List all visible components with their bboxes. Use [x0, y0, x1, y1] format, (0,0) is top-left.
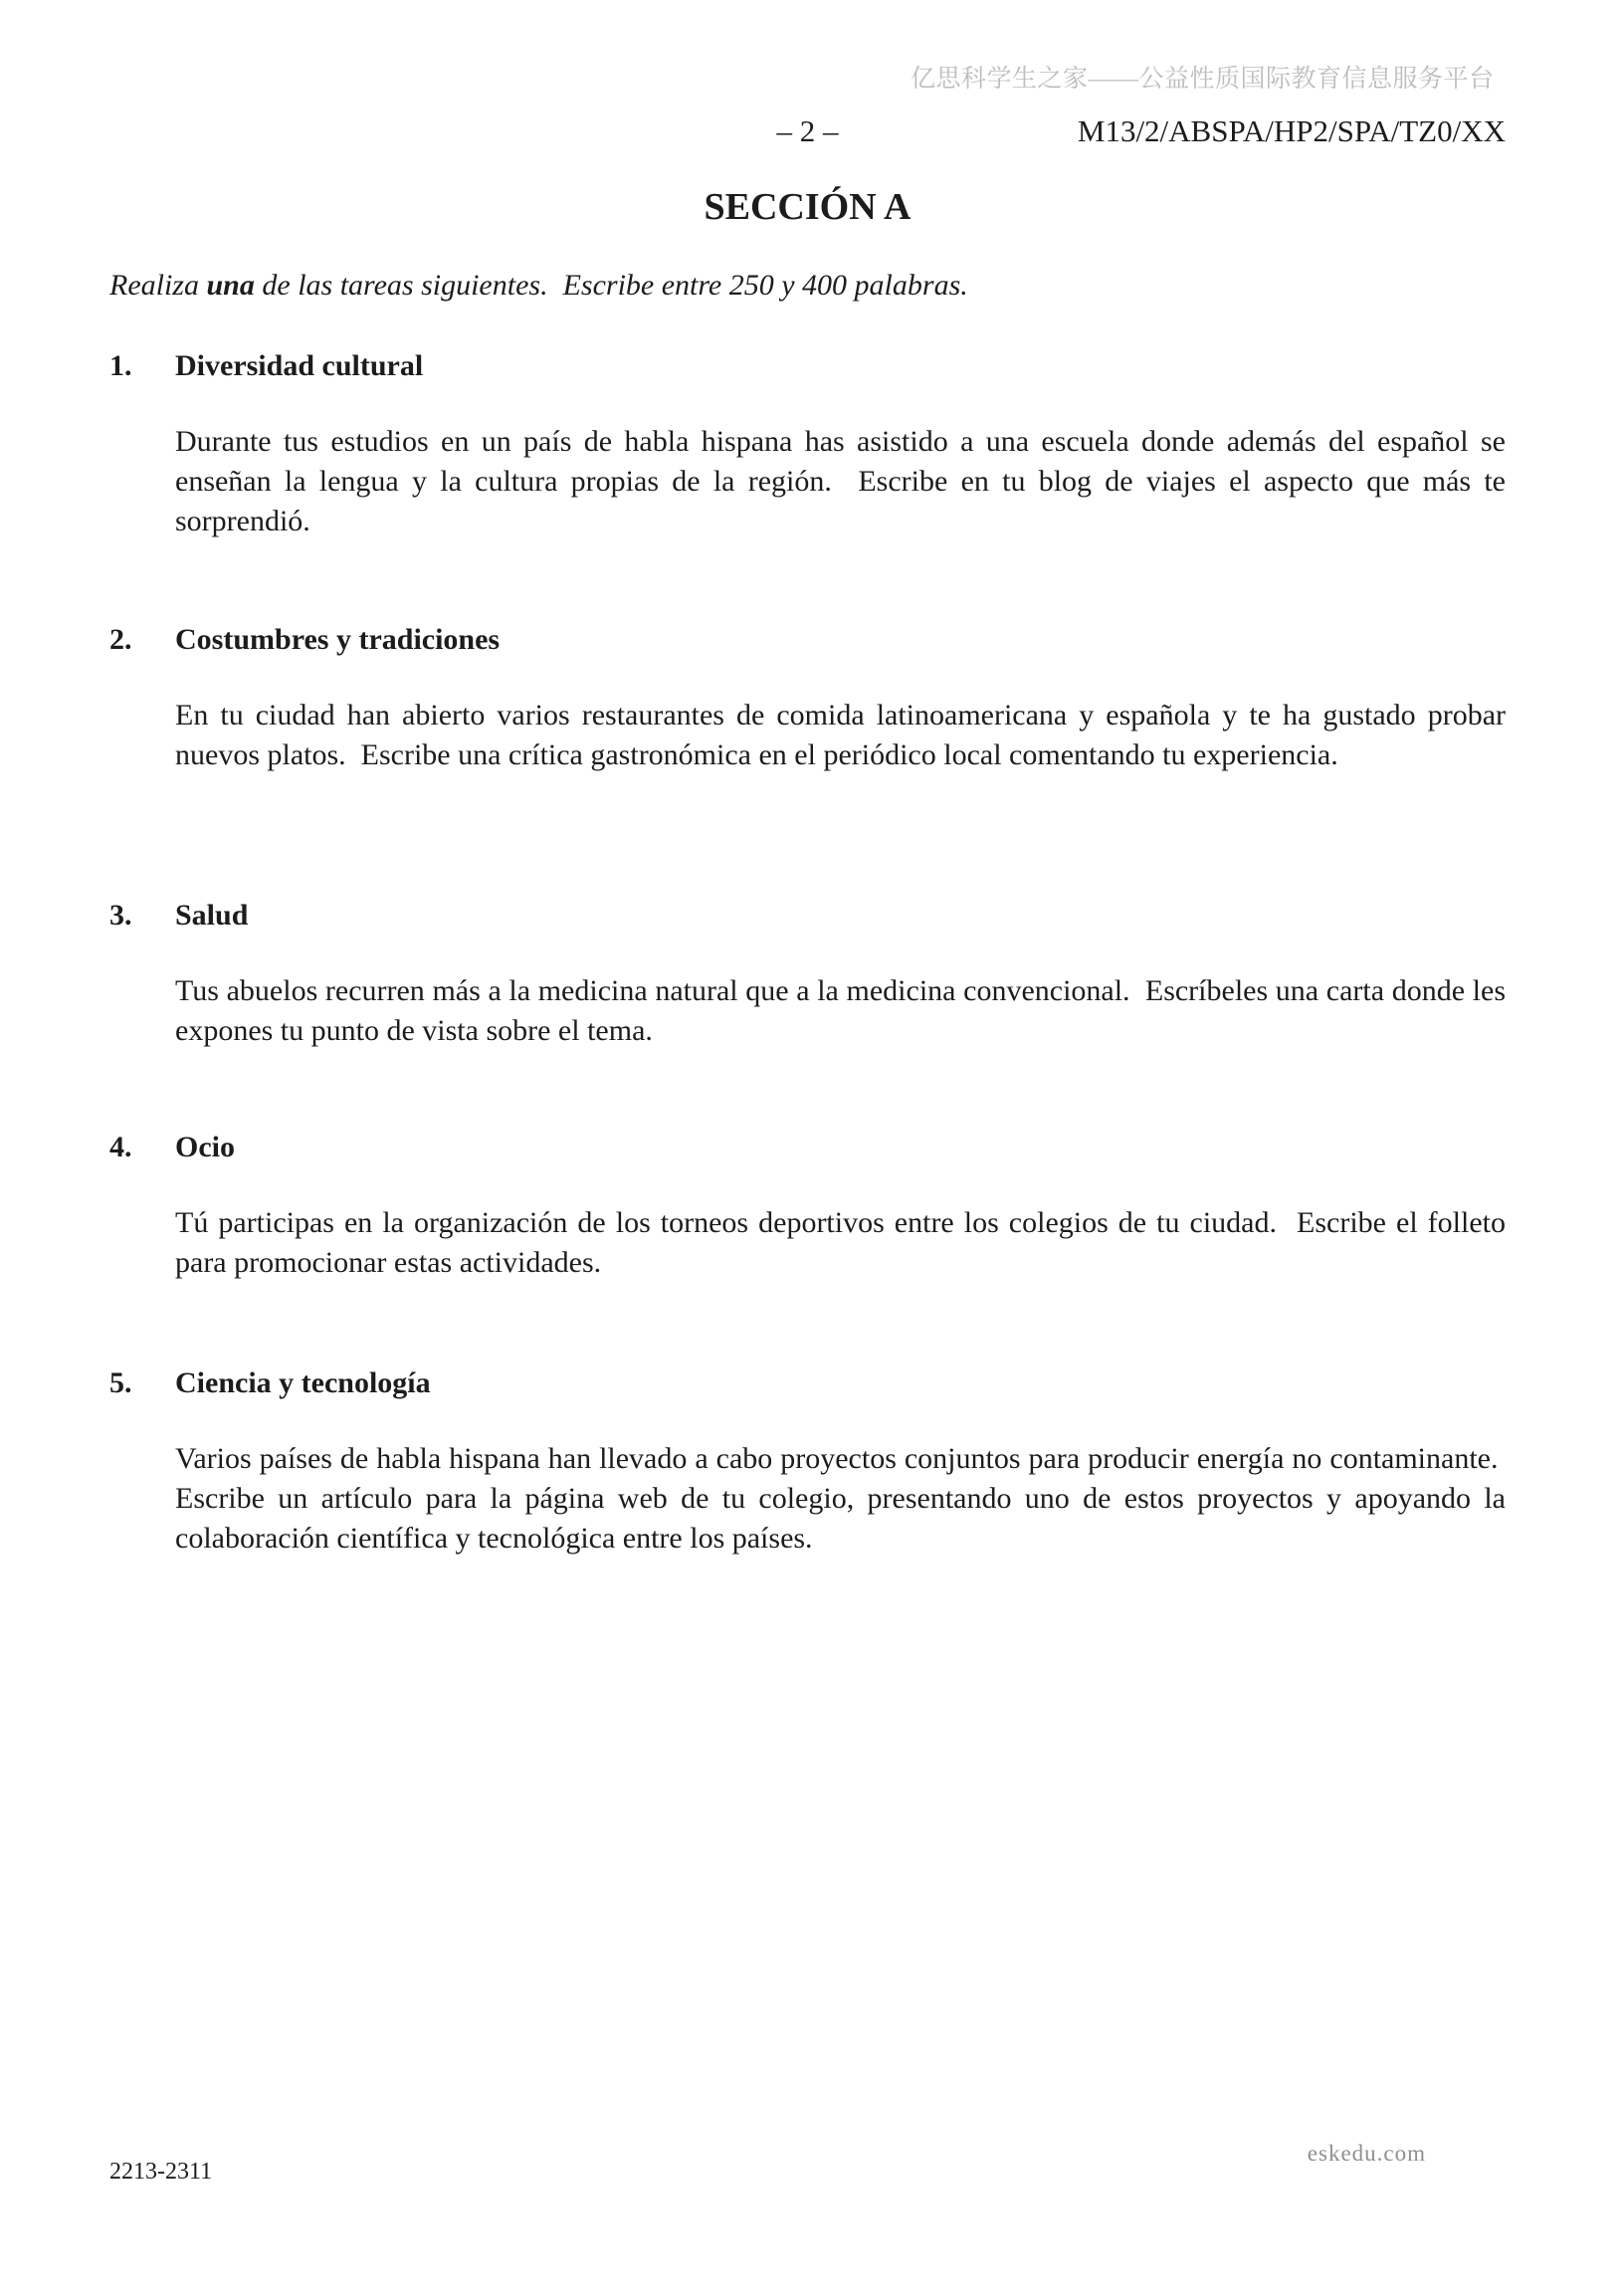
task-4-title: Ocio — [175, 1131, 235, 1163]
paper-code: M13/2/ABSPA/HP2/SPA/TZ0/XX — [1077, 113, 1506, 148]
task-1-text: Durante tus estudios en un país de habla hispana has asistido a una escuela donde además del español se enseñan la lengua y la cultura propias de la región. Escribe en tu blog de viajes el aspecto que más te sorprendió. — [175, 425, 1506, 537]
task-1-heading — [109, 346, 1506, 386]
instruction-post: de las tareas siguientes. Escribe entre 250 y 400 palabras. — [254, 269, 968, 302]
task-4-heading — [109, 1128, 1506, 1167]
task-1-number: 1. — [109, 349, 132, 382]
task-4-number: 4. — [109, 1131, 132, 1163]
task-5-number: 5. — [109, 1366, 132, 1399]
reference-number: 2213-2311 — [109, 2159, 213, 2185]
task-3 — [109, 896, 1506, 1051]
task-2 — [109, 620, 1506, 775]
task-4 — [109, 1128, 1506, 1283]
task-5-title: Ciencia y tecnología — [175, 1366, 431, 1399]
task-1-title: Diversidad cultural — [175, 349, 424, 382]
page-number: – 2 – — [776, 113, 839, 148]
section-title: SECCIÓN A — [704, 186, 912, 228]
watermark-text: 亿思科学生之家——公益性质国际教育信息服务平台 — [911, 66, 1495, 93]
instruction-pre: Realiza — [109, 269, 207, 302]
task-3-number: 3. — [109, 899, 132, 932]
instruction-emphasis: una — [206, 269, 255, 302]
task-2-heading — [109, 620, 1506, 660]
task-1 — [109, 346, 1506, 541]
task-5-text: Varios países de habla hispana han llevado a cabo proyectos conjuntos para producir energía no contaminante. Escribe un artículo para la página web de tu colegio, presentando uno de estos proyectos y apoyando la colaboración científica y tecnológica entre los países. — [175, 1442, 1506, 1555]
page-header — [109, 111, 1506, 151]
task-2-number: 2. — [109, 623, 132, 656]
task-5 — [109, 1363, 1506, 1559]
site-watermark: eskedu.com — [1307, 2141, 1426, 2166]
task-3-text: Tus abuelos recurren más a la medicina natural que a la medicina convencional. Escríbeles una carta donde les expones tu punto de vista sobre el tema. — [175, 974, 1506, 1047]
task-5-heading — [109, 1363, 1506, 1403]
task-3-heading — [109, 896, 1506, 936]
task-2-title: Costumbres y tradiciones — [175, 623, 501, 656]
task-4-text: Tú participas en la organización de los torneos deportivos entre los colegios de tu ciudad. Escribe el folleto para promocionar estas actividades. — [175, 1206, 1506, 1279]
task-3-title: Salud — [175, 899, 249, 932]
task-2-text: En tu ciudad han abierto varios restaurantes de comida latinoamericana y española y te ha gustado probar nuevos platos. Escribe una crítica gastronómica en el periódico local comentando tu experiencia. — [175, 699, 1506, 771]
instruction — [109, 266, 1506, 306]
